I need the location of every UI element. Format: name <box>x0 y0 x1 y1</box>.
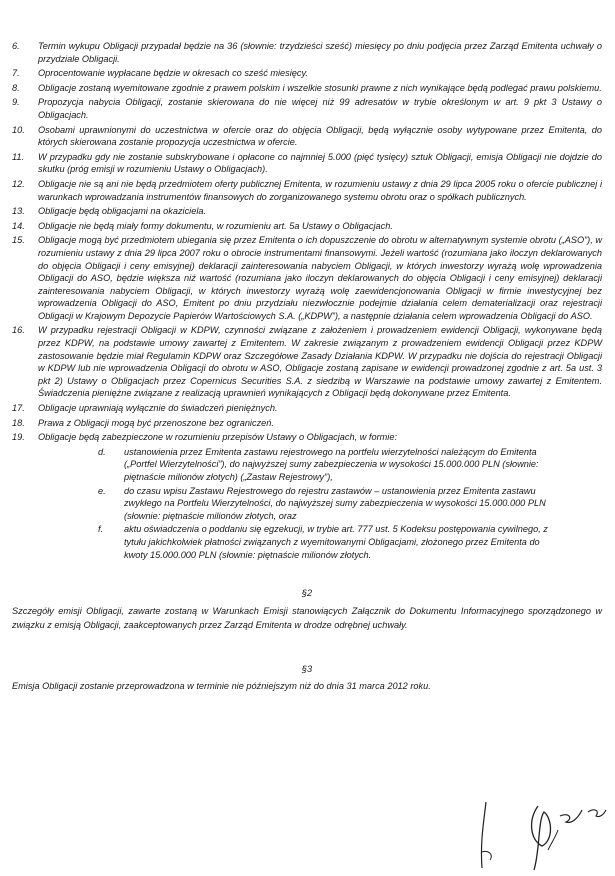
item-text: Obligacje będą zabezpieczone w rozumieniu przepisów Ustawy o Obligacjach, w formie: <box>38 432 397 443</box>
list-item-17 <box>12 402 602 415</box>
item-number: 16. <box>12 325 25 336</box>
item-text: Oprocentowanie wypłacane będzie w okresach co sześć miesięcy. <box>38 68 308 79</box>
item-number: 6. <box>12 41 20 51</box>
item-text: Prawa z Obligacji mogą być przenoszone bez ograniczeń. <box>38 417 274 428</box>
list-item-11 <box>12 151 602 176</box>
list-item-13 <box>12 205 602 218</box>
list-item-19 <box>12 431 602 444</box>
list-item-6 <box>12 40 602 65</box>
list-item-12 <box>12 178 602 203</box>
list-item-10 <box>12 124 602 149</box>
section-2-heading: §2 <box>301 588 313 599</box>
item-text: W przypadku gdy nie zostanie subskrybowane i opłacone co najmniej 5.000 (pięć tysięcy) sztuk Obligacji, emisja Obligacji nie dojdzie do skutku (próg emisji w rozumieniu Ustawy o Obligacjach). <box>38 151 602 175</box>
item-text: Obligacje zostaną wyemitowane zgodnie z prawem polskim i wszelkie stosunki prawne z nich wynikające będą podlegać prawu polskiemu. <box>38 82 602 93</box>
item-text: Obligacje nie będą miały formy dokumentu, w rozumieniu art. 5a Ustawy o Obligacjach. <box>38 220 393 231</box>
item-number: 19. <box>12 432 25 443</box>
sub-item-text: aktu oświadczenia o poddaniu się egzekucji, w trybie art. 777 ust. 5 Kodeksu postępowania cywilnego, z tytułu jakichkolwiek płatności związanych z wyemitowanymi Obligacjami, złożonego przez Emitenta do kwoty 15.000.000 PLN (słownie: piętnaście milionów złotych. <box>124 524 548 560</box>
handwritten-signature <box>468 790 608 874</box>
item-number: 15. <box>12 235 25 246</box>
item-number: 9. <box>12 97 20 108</box>
section-3-text: Emisja Obligacji zostanie przeprowadzona w terminie nie późniejszym niż do dnia 31 marca 2012 roku. <box>12 681 431 692</box>
item-text: Obligacje nie są ani nie będą przedmiotem oferty publicznej Emitenta, w rozumieniu ustawy z dnia 29 lipca 2005 roku o ofercie publicznej i warunkach wprowadzania instrumentów finansowych do zorganizowanego systemu obrotu oraz o spółkach publicznych. <box>38 178 602 202</box>
item-text: Obligacje uprawniają wyłącznie do świadczeń pieniężnych. <box>38 403 278 414</box>
sub-item-f <box>12 523 602 561</box>
item-text: Obligacje mogą być przedmiotem ubiegania się przez Emitenta o ich dopuszczenie do obrotu w alternatywnym systemie obrotu („ASO”), w rozumieniu ustawy z dnia 29 lipca 2007 roku o obrocie instrumentami finansowymi. Jeżeli wartość (rozumiana jako iloczyn deklarowanych do objęcia Obligacji i ceny emisyjnej) deklaracji zainteresowania nabyciem Obligacji, w których inwestorzy wyrażą wolę wprowadzenia Obligacji do ASO, będzie większa niż wartość (rozumiana jako iloczyn deklarowanych do objęcia Obligacji i ceny emisyjnej) deklaracji zainteresowania nabyciem Obligacji, w których inwestorzy wyrażą wolę zaewidencjonowania Obligacji w firmie inwestycyjnej bez wprowadzenia Obligacji do ASO, Emitent po dniu przydziału niezwłocznie podejmie działania celem dematerializacji oraz rejestracji Obligacji w Krajowym Depozycie Papierów Wartościowych S.A. („KDPW”), a następnie działania celem wprowadzenia Obligacji do ASO. <box>38 235 602 321</box>
sub-item-letter: d. <box>98 446 106 457</box>
sub-item-text: do czasu wpisu Zastawu Rejestrowego do rejestru zastawów – ustanowienia przez Emitenta zastawu zwykłego na Portfelu Wierzytelności, do najwyższej sumy zabezpieczenia w wysokości 15.000.000 PLN (słownie: piętnaście milionów złotych, oraz <box>124 485 546 521</box>
item-number: 14. <box>12 220 25 231</box>
item-number: 10. <box>12 124 25 135</box>
item-number: 7. <box>12 68 20 79</box>
item-text: Termin wykupu Obligacji przypadał będzie na 36 (słownie: trzydzieści sześć) miesięcy po dniu podjęcia przez Zarząd Emitenta uchwały o przydziale Obligacji. <box>38 41 602 64</box>
item-text: Osobami uprawnionymi do uczestnictwa w ofercie oraz do objęcia Obligacji, będą wyłącznie osoby wytypowane przez Emitenta, do których skierowana zostanie propozycja uczestnictwa w ofercie. <box>38 124 602 148</box>
item-number: 18. <box>12 417 25 428</box>
item-text: Propozycja nabycia Obligacji, zostanie skierowana do nie więcej niż 99 adresatów w trybie określonym w art. 9 pkt 3 Ustawy o Obligacjach. <box>38 97 602 120</box>
list-item-9 <box>12 96 602 121</box>
item-number: 17. <box>12 403 25 414</box>
item-text: W przypadku rejestracji Obligacji w KDPW, czynności związane z założeniem i prowadzeniem ewidencji Obligacji, wykonywane będą przez KDPW, na podstawie umowy zawartej z Emitentem. W zakresie związanym z prowadzeniem ewidencji Obligacji przez KDPW zastosowanie będzie miał Regulamin KDPW oraz Szczegółowe Zasady Działania KDPW. W przypadku nie dojścia do rejestracji Obligacji w KDPW lub nie wprowadzenia Obligacji do obrotu w ASO, Obligacje zostaną zapisane w ewidencji prowadzonej zgodnie z art. 5a ust. 3 pkt 2) Ustawy o Obligacjach przez Copernicus Securities S.A. z siedzibą w Warszawie na podstawie umowy zawartej z Emitentem. Świadczenia pieniężne związane z realizacją uprawnień wynikających z Obligacji będą dokonywane przez Emitenta. <box>38 325 602 399</box>
item-text: Obligacje będą obligacjami na okaziciela. <box>38 206 207 217</box>
list-item-16 <box>12 324 602 400</box>
section-2-text: Szczegóły emisji Obligacji, zawarte zostaną w Warunkach Emisji stanowiących Załącznik do Dokumentu Informacyjnego sporządzonego w związku z emisją Obligacji, zaakceptowanych przez Zarząd Emitenta w drodze odrębnej uchwały. <box>12 605 602 631</box>
item-number: 13. <box>12 206 25 217</box>
document-body <box>12 40 602 694</box>
sub-item-letter: f. <box>98 524 104 535</box>
list-item-7 <box>12 67 602 80</box>
list-item-18 <box>12 417 602 430</box>
sub-item-e <box>12 485 602 523</box>
item-number: 11. <box>12 151 25 162</box>
list-item-15 <box>12 234 602 322</box>
sub-item-d <box>12 446 602 484</box>
section-3-heading: §3 <box>301 663 313 674</box>
item-number: 12. <box>12 178 25 189</box>
list-item-8 <box>12 82 602 95</box>
list-item-14 <box>12 220 602 233</box>
item-number: 8. <box>12 82 20 93</box>
sub-item-letter: e. <box>98 485 106 496</box>
sub-item-text: ustanowienia przez Emitenta zastawu rejestrowego na portfelu wierzytelności należącym do Emitenta („Portfel Wierzytelności”), do najwyższej sumy zabezpieczenia w wysokości 15.000.000 PLN (słownie: piętnaście milionów złotych) („Zastaw Rejestrowy”), <box>124 446 539 482</box>
